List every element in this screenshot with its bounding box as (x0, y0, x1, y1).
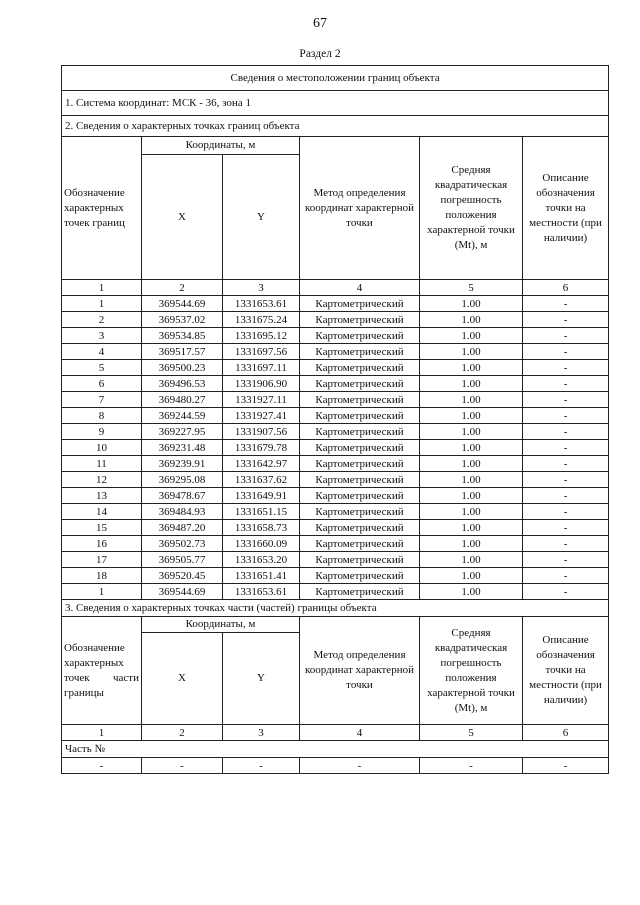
accuracy-cell: 1.00 (420, 296, 523, 312)
description-cell: - (523, 536, 609, 552)
y-coordinate-cell: 1331653.20 (223, 552, 300, 568)
accuracy-cell: 1.00 (420, 552, 523, 568)
table-row (62, 296, 609, 312)
column-number: 5 (420, 725, 523, 741)
y-coordinate-cell: 1331653.61 (223, 584, 300, 600)
part-cell: - (420, 758, 523, 774)
method-cell: Картометрический (300, 424, 420, 440)
y-coordinate-cell: 1331697.11 (223, 360, 300, 376)
table-row (62, 440, 609, 456)
header-part-point-designation: Обозначение характерных точек части границы (62, 617, 142, 725)
column-number: 2 (142, 725, 223, 741)
method-cell: Картометрический (300, 328, 420, 344)
table-row (62, 408, 609, 424)
column-number: 3 (223, 725, 300, 741)
accuracy-cell: 1.00 (420, 376, 523, 392)
column-number: 3 (223, 280, 300, 296)
method-cell: Картометрический (300, 536, 420, 552)
description-cell: - (523, 392, 609, 408)
table-title: Сведения о местоположении границ объекта (62, 66, 609, 91)
part-column-numbers-row (62, 725, 609, 741)
accuracy-cell: 1.00 (420, 584, 523, 600)
accuracy-cell: 1.00 (420, 360, 523, 376)
accuracy-cell: 1.00 (420, 440, 523, 456)
x-coordinate-cell: 369500.23 (142, 360, 223, 376)
accuracy-cell: 1.00 (420, 408, 523, 424)
part-cell: - (523, 758, 609, 774)
table-row (62, 584, 609, 600)
table-row (62, 536, 609, 552)
x-coordinate-cell: 369544.69 (142, 296, 223, 312)
y-coordinate-cell: 1331651.15 (223, 504, 300, 520)
table-row (62, 424, 609, 440)
point-number-cell: 1 (62, 584, 142, 600)
point-number-cell: 13 (62, 488, 142, 504)
accuracy-cell: 1.00 (420, 520, 523, 536)
table-row (62, 344, 609, 360)
x-coordinate-cell: 369520.45 (142, 568, 223, 584)
description-cell: - (523, 424, 609, 440)
method-cell: Картометрический (300, 360, 420, 376)
header-x: X (142, 155, 223, 280)
x-coordinate-cell: 369502.73 (142, 536, 223, 552)
x-coordinate-cell: 369239.91 (142, 456, 223, 472)
header-part-method: Метод определения координат характерной точки (300, 617, 420, 725)
x-coordinate-cell: 369537.02 (142, 312, 223, 328)
description-cell: - (523, 520, 609, 536)
table-row (62, 472, 609, 488)
description-cell: - (523, 296, 609, 312)
description-cell: - (523, 488, 609, 504)
method-cell: Картометрический (300, 296, 420, 312)
x-coordinate-cell: 369505.77 (142, 552, 223, 568)
x-coordinate-cell: 369227.95 (142, 424, 223, 440)
point-number-cell: 18 (62, 568, 142, 584)
y-coordinate-cell: 1331637.62 (223, 472, 300, 488)
accuracy-cell: 1.00 (420, 568, 523, 584)
method-cell: Картометрический (300, 488, 420, 504)
column-number: 4 (300, 280, 420, 296)
accuracy-cell: 1.00 (420, 328, 523, 344)
method-cell: Картометрический (300, 504, 420, 520)
point-number-cell: 7 (62, 392, 142, 408)
accuracy-cell: 1.00 (420, 424, 523, 440)
x-coordinate-cell: 369478.67 (142, 488, 223, 504)
x-coordinate-cell: 369487.20 (142, 520, 223, 536)
method-cell: Картометрический (300, 472, 420, 488)
table-row (62, 504, 609, 520)
x-coordinate-cell: 369295.08 (142, 472, 223, 488)
description-cell: - (523, 376, 609, 392)
part-row (62, 758, 609, 774)
method-cell: Картометрический (300, 552, 420, 568)
method-cell: Картометрический (300, 456, 420, 472)
description-cell: - (523, 408, 609, 424)
y-coordinate-cell: 1331679.78 (223, 440, 300, 456)
point-number-cell: 16 (62, 536, 142, 552)
method-cell: Картометрический (300, 568, 420, 584)
method-cell: Картометрический (300, 408, 420, 424)
subsection-3-title: 3. Сведения о характерных точках части (частей) границы объекта (62, 600, 609, 617)
point-number-cell: 11 (62, 456, 142, 472)
table-row (62, 456, 609, 472)
table-row (62, 488, 609, 504)
y-coordinate-cell: 1331927.41 (223, 408, 300, 424)
method-cell: Картометрический (300, 344, 420, 360)
table-row (62, 520, 609, 536)
x-coordinate-cell: 369480.27 (142, 392, 223, 408)
part-cell: - (62, 758, 142, 774)
x-coordinate-cell: 369544.69 (142, 584, 223, 600)
method-cell: Картометрический (300, 440, 420, 456)
page-number: 67 (313, 16, 327, 31)
method-cell: Картометрический (300, 584, 420, 600)
table-row (62, 328, 609, 344)
column-number: 6 (523, 725, 609, 741)
description-cell: - (523, 328, 609, 344)
point-number-cell: 9 (62, 424, 142, 440)
x-coordinate-cell: 369496.53 (142, 376, 223, 392)
y-coordinate-cell: 1331906.90 (223, 376, 300, 392)
y-coordinate-cell: 1331658.73 (223, 520, 300, 536)
description-cell: - (523, 344, 609, 360)
table-row (62, 360, 609, 376)
header-coordinates: Координаты, м (142, 137, 300, 155)
description-cell: - (523, 440, 609, 456)
accuracy-cell: 1.00 (420, 488, 523, 504)
accuracy-cell: 1.00 (420, 344, 523, 360)
point-number-cell: 2 (62, 312, 142, 328)
part-cell: - (223, 758, 300, 774)
part-label: Часть № (62, 741, 609, 758)
point-number-cell: 5 (62, 360, 142, 376)
part-cell: - (142, 758, 223, 774)
method-cell: Картометрический (300, 392, 420, 408)
method-cell: Картометрический (300, 520, 420, 536)
column-number: 6 (523, 280, 609, 296)
table-row (62, 552, 609, 568)
y-coordinate-cell: 1331660.09 (223, 536, 300, 552)
accuracy-cell: 1.00 (420, 456, 523, 472)
boundary-table (61, 65, 609, 774)
description-cell: - (523, 584, 609, 600)
header-accuracy: Средняя квадратическая погрешность положения характерной точки (Mt), м (420, 137, 523, 280)
point-number-cell: 10 (62, 440, 142, 456)
header-point-designation: Обозначение характерных точек границ (62, 137, 142, 280)
y-coordinate-cell: 1331695.12 (223, 328, 300, 344)
description-cell: - (523, 472, 609, 488)
section-label: Раздел 2 (299, 48, 341, 60)
point-number-cell: 14 (62, 504, 142, 520)
accuracy-cell: 1.00 (420, 392, 523, 408)
description-cell: - (523, 360, 609, 376)
x-coordinate-cell: 369534.85 (142, 328, 223, 344)
x-coordinate-cell: 369517.57 (142, 344, 223, 360)
x-coordinate-cell: 369231.48 (142, 440, 223, 456)
table-row (62, 312, 609, 328)
description-cell: - (523, 456, 609, 472)
y-coordinate-cell: 1331697.56 (223, 344, 300, 360)
description-cell: - (523, 504, 609, 520)
y-coordinate-cell: 1331675.24 (223, 312, 300, 328)
y-coordinate-cell: 1331651.41 (223, 568, 300, 584)
part-cell: - (300, 758, 420, 774)
table-row (62, 392, 609, 408)
column-number: 1 (62, 725, 142, 741)
accuracy-cell: 1.00 (420, 504, 523, 520)
y-coordinate-cell: 1331907.56 (223, 424, 300, 440)
point-number-cell: 12 (62, 472, 142, 488)
point-number-cell: 1 (62, 296, 142, 312)
accuracy-cell: 1.00 (420, 312, 523, 328)
column-numbers-row (62, 280, 609, 296)
point-number-cell: 15 (62, 520, 142, 536)
header-description: Описание обозначения точки на местности (при наличии) (523, 137, 609, 280)
table-row (62, 568, 609, 584)
y-coordinate-cell: 1331653.61 (223, 296, 300, 312)
header-part-x: X (142, 633, 223, 725)
y-coordinate-cell: 1331642.97 (223, 456, 300, 472)
description-cell: - (523, 312, 609, 328)
x-coordinate-cell: 369484.93 (142, 504, 223, 520)
header-y: Y (223, 155, 300, 280)
y-coordinate-cell: 1331649.91 (223, 488, 300, 504)
header-part-description: Описание обозначения точки на местности (при наличии) (523, 617, 609, 725)
table-row (62, 376, 609, 392)
x-coordinate-cell: 369244.59 (142, 408, 223, 424)
column-number: 2 (142, 280, 223, 296)
column-number: 4 (300, 725, 420, 741)
accuracy-cell: 1.00 (420, 472, 523, 488)
header-part-accuracy: Средняя квадратическая погрешность положения характерной точки (Mt), м (420, 617, 523, 725)
point-number-cell: 4 (62, 344, 142, 360)
point-number-cell: 3 (62, 328, 142, 344)
coord-system: 1. Система координат: МСК - 36, зона 1 (62, 91, 609, 116)
description-cell: - (523, 568, 609, 584)
point-number-cell: 17 (62, 552, 142, 568)
header-part-y: Y (223, 633, 300, 725)
method-cell: Картометрический (300, 376, 420, 392)
accuracy-cell: 1.00 (420, 536, 523, 552)
y-coordinate-cell: 1331927.11 (223, 392, 300, 408)
method-cell: Картометрический (300, 312, 420, 328)
point-number-cell: 8 (62, 408, 142, 424)
header-part-coordinates: Координаты, м (142, 617, 300, 633)
header-method: Метод определения координат характерной точки (300, 137, 420, 280)
description-cell: - (523, 552, 609, 568)
column-number: 5 (420, 280, 523, 296)
column-number: 1 (62, 280, 142, 296)
point-number-cell: 6 (62, 376, 142, 392)
subsection-2-title: 2. Сведения о характерных точках границ объекта (62, 116, 609, 137)
